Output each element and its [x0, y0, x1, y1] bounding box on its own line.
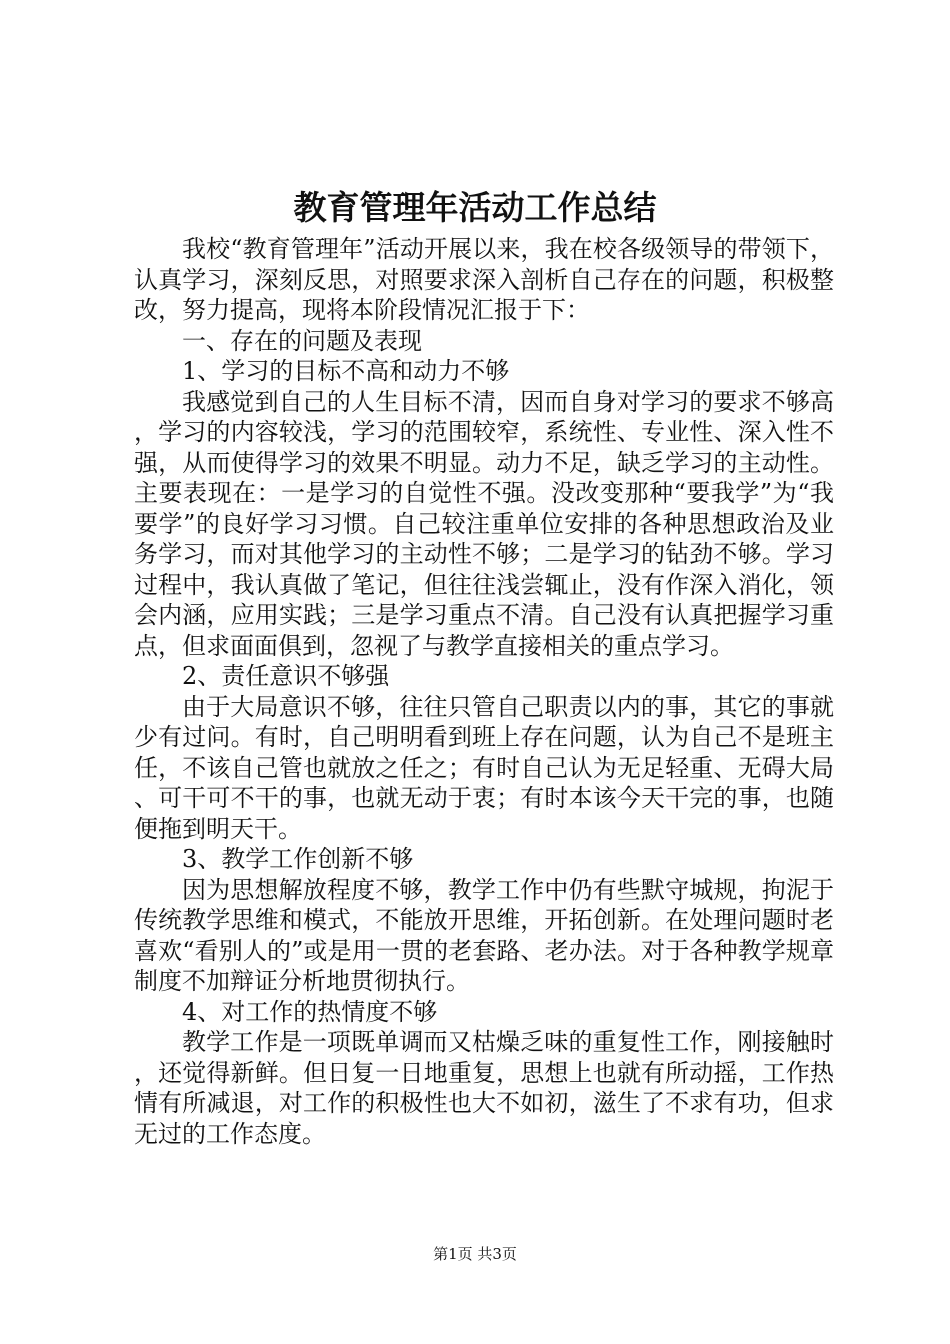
paragraph-intro: 我校“教育管理年”活动开展以来，我在校各级领导的带领下，认真学习，深刻反思，对照要求深入剖析自己存在的问题，积极整改，努力提高，现将本阶段情况汇报于下：	[134, 235, 834, 324]
subheading-innovation: 3、教学工作创新不够	[182, 845, 414, 873]
paragraph-learning-goals: 我感觉到自己的人生目标不清，因而自身对学习的要求不够高，学习的内容较浅，学习的范围较窄，系统性、专业性、深入性不强，从而使得学习的效果不明显。动力不足，缺乏学习的主动性。主要表现在：一是学习的自觉性不强。没改变那种“要我学”为“我要学”的良好学习习惯。自己较注重单位安排的各种思想政治及业务学习，而对其他学习的主动性不够；二是学习的钻劲不够。学习过程中，我认真做了笔记，但往往浅尝辄止，没有作深入消化，领会内涵，应用实践；三是学习重点不清。自己没有认真把握学习重点，但求面面俱到，忽视了与教学直接相关的重点学习。	[134, 387, 834, 660]
subheading-learning-goals: 1、学习的目标不高和动力不够	[182, 357, 510, 385]
document-title: 教育管理年活动工作总结	[293, 188, 657, 227]
subheading-responsibility: 2、责任意识不够强	[182, 662, 390, 690]
paragraph-responsibility: 由于大局意识不够，往往只管自己职责以内的事，其它的事就少有过问。有时，自己明明看到班上存在问题，认为自己不是班主任，不该自己管也就放之任之；有时自己认为无足轻重、无碍大局、可干可不干的事，也就无动于衷；有时本该今天干完的事，也随便拖到明天干。	[134, 692, 834, 843]
subheading-enthusiasm: 4、对工作的热情度不够	[182, 997, 438, 1026]
section-heading-problems: 一、存在的问题及表现	[182, 326, 422, 355]
paragraph-innovation: 因为思想解放程度不够，教学工作中仍有些默守城规，拘泥于传统教学思维和模式，不能放开思维，开拓创新。在处理问题时老喜欢“看别人的”或是用一贯的老套路、老办法。对于各种教学规章制度不加辩证分析地贯彻执行。	[134, 875, 834, 995]
page-footer: 第1页 共3页	[433, 1245, 517, 1263]
document-body	[134, 234, 834, 1149]
paragraph-enthusiasm: 教学工作是一项既单调而又枯燥乏味的重复性工作，刚接触时，还觉得新鲜。但日复一日地重复，思想上也就有所动摇，工作热情有所减退，对工作的积极性也大不如初，滋生了不求有功，但求无过的工作态度。	[134, 1028, 834, 1148]
